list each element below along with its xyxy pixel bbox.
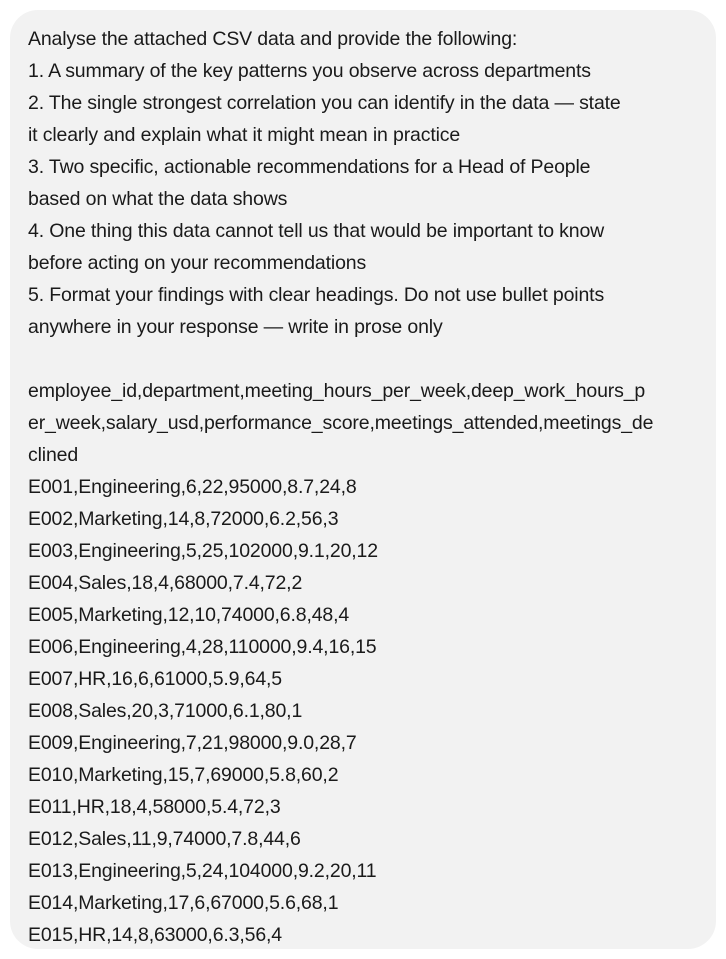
text-line: E006,Engineering,4,28,110000,9.4,16,15 bbox=[28, 636, 377, 658]
text-line: E002,Marketing,14,8,72000,6.2,56,3 bbox=[28, 508, 339, 530]
text-line: E012,Sales,11,9,74000,7.8,44,6 bbox=[28, 828, 301, 850]
text-line: 4. One thing this data cannot tell us that would be important to know bbox=[28, 220, 605, 242]
text-line: E010,Marketing,15,7,69000,5.8,60,2 bbox=[28, 764, 339, 786]
blank-line-separator bbox=[28, 343, 700, 375]
text-line: E001,Engineering,6,22,95000,8.7,24,8 bbox=[28, 476, 357, 498]
text-line: employee_id,department,meeting_hours_per_week,deep_work_hours_p bbox=[28, 380, 646, 402]
text-line: 1. A summary of the key patterns you observe across departments bbox=[28, 60, 591, 82]
text-line: E013,Engineering,5,24,104000,9.2,20,11 bbox=[28, 860, 377, 882]
text-line: E008,Sales,20,3,71000,6.1,80,1 bbox=[28, 700, 303, 722]
text-line: clined bbox=[28, 444, 79, 466]
text-line: E015,HR,14,8,63000,6.3,56,4 bbox=[28, 924, 282, 946]
text-line: Analyse the attached CSV data and provide the following: bbox=[28, 28, 518, 50]
csv-data-text bbox=[28, 375, 700, 949]
user-message-bubble bbox=[10, 10, 716, 949]
text-line: E014,Marketing,17,6,67000,5.6,68,1 bbox=[28, 892, 339, 914]
text-line: E003,Engineering,5,25,102000,9.1,20,12 bbox=[28, 540, 378, 562]
text-line: before acting on your recommendations bbox=[28, 252, 367, 274]
text-line: 2. The single strongest correlation you can identify in the data — state bbox=[28, 92, 621, 114]
text-line: 5. Format your findings with clear headings. Do not use bullet points bbox=[28, 284, 605, 306]
text-line: er_week,salary_usd,performance_score,meetings_attended,meetings_de bbox=[28, 412, 654, 434]
text-line: 3. Two specific, actionable recommendations for a Head of People bbox=[28, 156, 591, 178]
text-line: E011,HR,18,4,58000,5.4,72,3 bbox=[28, 796, 281, 818]
text-line: anywhere in your response — write in prose only bbox=[28, 316, 443, 338]
text-line: E005,Marketing,12,10,74000,6.8,48,4 bbox=[28, 604, 350, 626]
text-line: it clearly and explain what it might mean in practice bbox=[28, 124, 461, 146]
text-line: based on what the data shows bbox=[28, 188, 288, 210]
text-line: E007,HR,16,6,61000,5.9,64,5 bbox=[28, 668, 282, 690]
prompt-text bbox=[28, 23, 700, 343]
text-line: E009,Engineering,7,21,98000,9.0,28,7 bbox=[28, 732, 357, 754]
text-line: E004,Sales,18,4,68000,7.4,72,2 bbox=[28, 572, 303, 594]
